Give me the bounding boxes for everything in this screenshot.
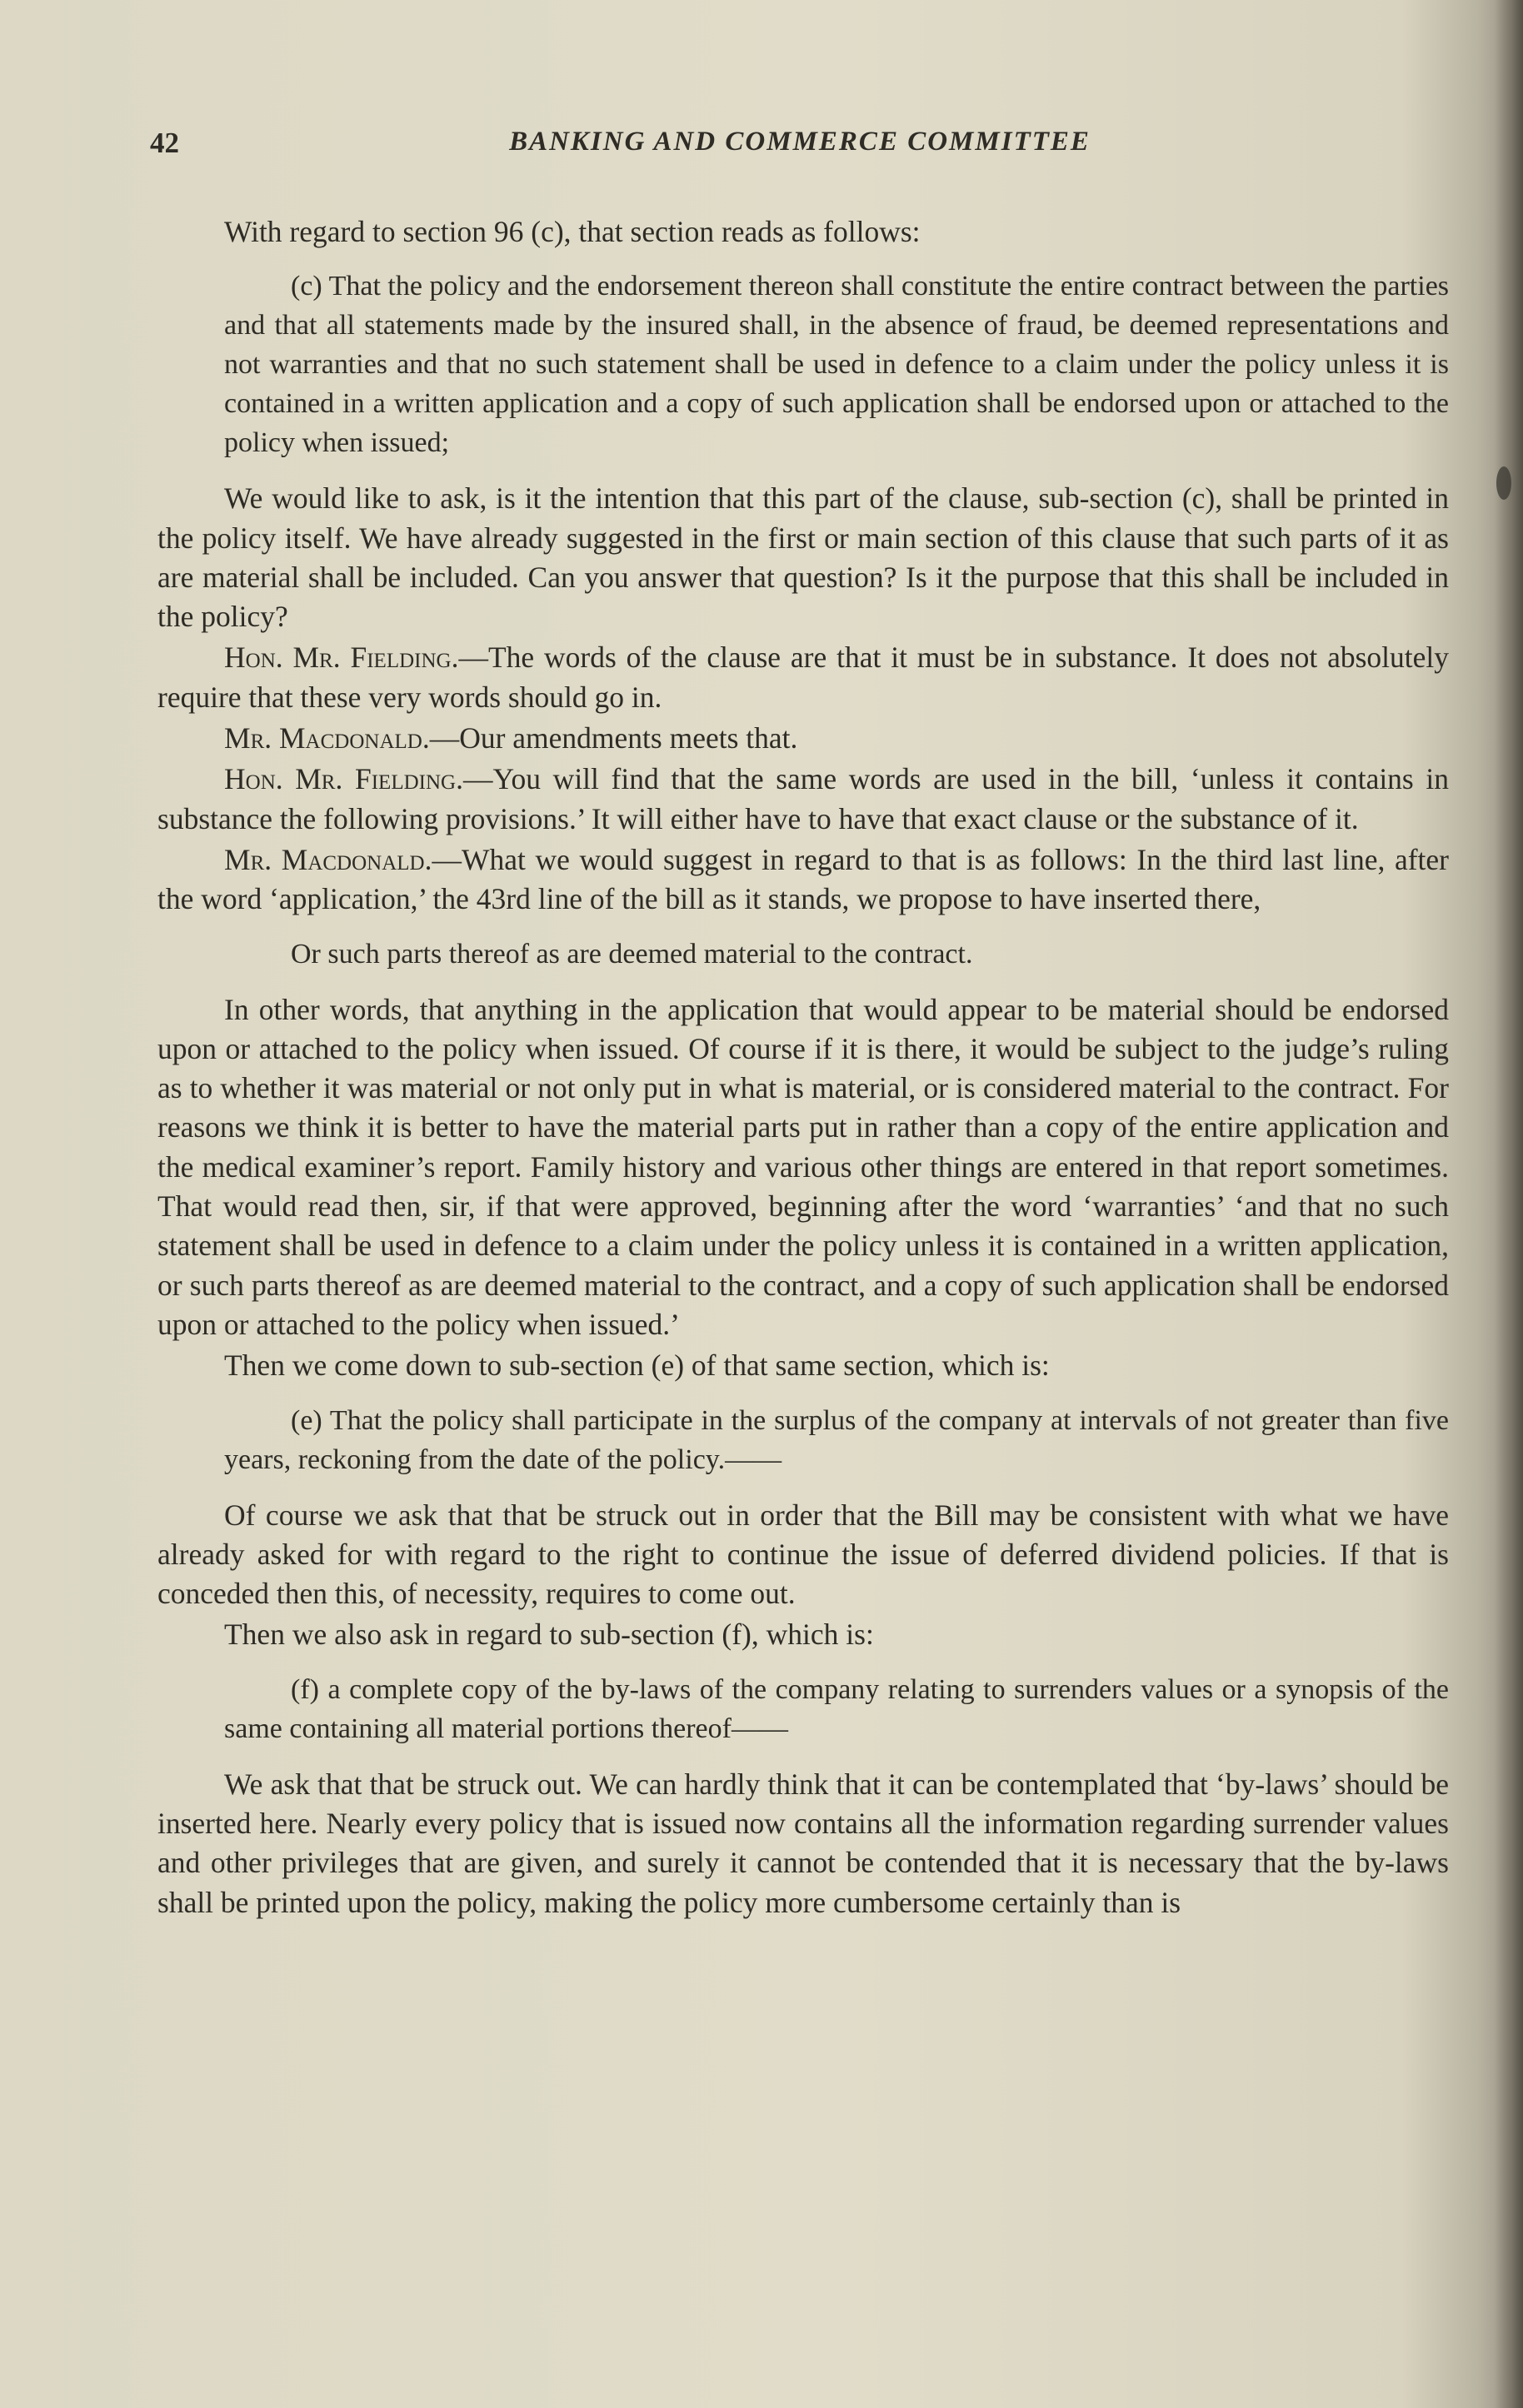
paragraph: Then we come down to sub-section (e) of that same section, which is: [224, 1349, 1050, 1383]
speech-paragraph [157, 638, 1449, 717]
body-text [157, 212, 1449, 1924]
paragraph: We would like to ask, is it the intention that this part of the clause, sub-section (c), shall be printed in the policy itself. We have already suggested in the first or main section of this clause that such parts of it as are material shall be included. Can you answer that question? Is it the purpose that this shall be included in the policy? [157, 481, 1449, 634]
quoted-clause: (e) That the policy shall participate in the surplus of the company at intervals of not greater than five years, reckoning from the date of the policy.—— [224, 1404, 1449, 1475]
speaker-name: Mr. Macdonald. [224, 721, 430, 755]
paragraph: Of course we ask that that be struck out in order that the Bill may be consistent with what we have already asked for with regard to the right to continue the issue of deferred dividend policies. If that is conceded then this, of necessity, requires to come out. [157, 1498, 1449, 1611]
speech-text: —You will find that the same words are used in the bill, ‘unless it contains in substance the following provisions.’ It will either have to have that exact clause or the substance of it. [157, 762, 1449, 835]
speech-text: —Our amendments meets that. [429, 721, 798, 755]
paragraph: In other words, that anything in the application that would appear to be material should be endorsed upon or attached to the policy when issued. Of course if it is there, it would be subject to the judge’s ruling as to whether it was material or not only put in what is material, or is considered material to the contract. For reasons we think it is better to have the material parts put in rather than a copy of the entire application and the medical examiner’s report. Family history and various other things are entered in that report sometimes. That would read then, sir, if that were approved, beginning after the word ‘warranties’ ‘and that no such statement shall be used in defence to a claim under the policy unless it is contained in a written application, or such parts thereof as are deemed material to the contract, and a copy of such application shall be endorsed upon or attached to the policy when issued.’ [157, 992, 1449, 1341]
speech-paragraph [157, 760, 1449, 839]
paragraph: With regard to section 96 (c), that section reads as follows: [224, 215, 921, 248]
page-edge-mark [1496, 466, 1511, 500]
speaker-name: Hon. Mr. Fielding. [224, 762, 463, 796]
paragraph: We ask that that be struck out. We can hardly think that it can be contemplated that ‘by-laws’ should be inserted here. Nearly every policy that is issued now contains all the information regarding surrender values and other privileges that are given, and surely it cannot be contended that it is necessary that the by-laws shall be printed upon the policy, making the policy more cumbersome certainly than is [157, 1767, 1449, 1919]
speech-text: —What we would suggest in regard to that is as follows: In the third last line, after the word ‘application,’ the 43rd line of the bill as it stands, we propose to have inserted there, [157, 842, 1450, 916]
page-edge-shadow [1495, 0, 1523, 2408]
running-title: BANKING AND COMMERCE COMMITTEE [509, 127, 1091, 157]
speech-text: —The words of the clause are that it must be in substance. It does not absolutely require that these very words should go in. [157, 641, 1449, 714]
quoted-amendment: Or such parts thereof as are deemed material to the contract. [291, 938, 973, 970]
speech-paragraph [157, 719, 1449, 758]
speech-paragraph [157, 840, 1449, 920]
paragraph: Then we also ask in regard to sub-section (f), which is: [224, 1618, 874, 1652]
speaker-name: Hon. Mr. Fielding. [224, 641, 459, 675]
page-number: 42 [150, 127, 179, 159]
quoted-clause: (f) a complete copy of the by-laws of the company relating to surrenders values or a synopsis of the same containing all material portions thereof—— [224, 1673, 1449, 1744]
quoted-clause: (c) That the policy and the endorsement thereon shall constitute the entire contract between the parties and that all statements made by the insured shall, in the absence of fraud, be deemed representations and not warranties and that no such statement shall be used in defence to a claim under the policy unless it is contained in a written application and a copy of such application shall be endorsed upon or attached to the policy when issued; [224, 271, 1450, 459]
page-header [150, 127, 1450, 168]
speaker-name: Mr. Macdonald. [224, 842, 432, 876]
